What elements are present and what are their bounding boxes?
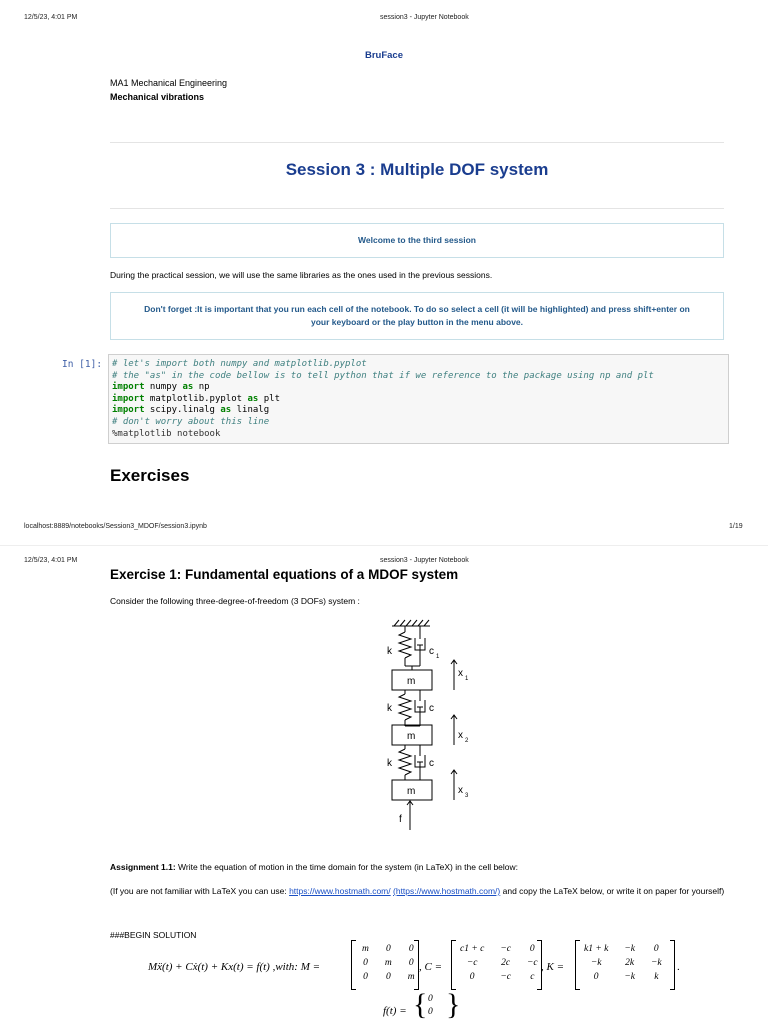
matrix-K: k1 + k −k 0 −k 2k −k 0 −k k xyxy=(584,944,662,982)
code-text: np xyxy=(193,382,210,393)
code-line: %matplotlib notebook xyxy=(112,428,221,439)
matrix-bracket xyxy=(670,940,675,990)
footer-page: 1/19 xyxy=(729,523,743,530)
equation-K-label: , K = xyxy=(541,961,565,973)
label-c2: c xyxy=(429,703,434,714)
session-title: Session 3 : Multiple DOF system xyxy=(285,160,549,179)
course-program: MA1 Mechanical Engineering xyxy=(110,78,228,88)
divider xyxy=(110,208,724,209)
page-separator xyxy=(0,545,768,546)
print-timestamp: 12/5/23, 4:01 PM xyxy=(24,14,78,21)
assignment-label: Assignment 1.1: xyxy=(110,862,176,872)
force-vector-brace: } xyxy=(446,988,461,1021)
exercises-heading: Exercises xyxy=(110,466,190,485)
code-line: # don't worry about this line xyxy=(112,416,270,427)
label-x1-sub: 1 xyxy=(465,676,469,682)
label-k3: k xyxy=(387,758,392,769)
label-c1: c xyxy=(429,646,434,657)
course-subject: Mechanical vibrations xyxy=(110,92,205,102)
code-text: linalg xyxy=(231,405,270,416)
code-keyword: import xyxy=(112,382,145,393)
hostmath-link-alt[interactable]: (https://www.hostmath.com/) xyxy=(393,886,501,896)
force-vector-label: f(t) = xyxy=(383,1005,407,1017)
matrix-M: m 0 0 0 m 0 0 0 m xyxy=(362,944,415,982)
mdof-system-diagram xyxy=(380,618,480,833)
brand-logo-text: BruFace xyxy=(364,50,403,61)
print-timestamp: 12/5/23, 4:01 PM xyxy=(24,557,78,564)
code-text: numpy xyxy=(144,382,183,393)
mass-2-label: m xyxy=(407,731,416,742)
solution-marker: ###BEGIN SOLUTION xyxy=(110,930,197,940)
force-vector-brace: { xyxy=(413,988,428,1021)
code-cell[interactable] xyxy=(108,354,729,444)
matrix-C: c1 + c −c 0 −c 2c −c 0 −c c xyxy=(460,944,538,982)
code-keyword: as xyxy=(182,382,194,393)
assignment-text: Write the equation of motion in the time domain for the system (in LaTeX) in the cell below: xyxy=(175,862,519,872)
equation-C-label: , C = xyxy=(419,961,443,973)
print-doc-title: session3 - Jupyter Notebook xyxy=(380,14,469,21)
hostmath-link[interactable]: https://www.hostmath.com/ xyxy=(289,886,391,896)
mass-1-label: m xyxy=(407,676,416,687)
cell-prompt: In [1]: xyxy=(62,359,103,370)
code-keyword: import xyxy=(112,405,145,416)
label-x3: x xyxy=(458,785,463,796)
code-text: scipy.linalg xyxy=(144,405,221,416)
label-k1: k xyxy=(387,646,392,657)
label-force: f xyxy=(399,814,402,825)
reminder-box: Don't forget :It is important that you run each cell of the notebook. To do so select a cell (it will be highlighted) and press shift+enter on your keyboard or the play button in the menu above. xyxy=(110,292,724,340)
label-c1-sub: 1 xyxy=(436,654,440,660)
footer-url: localhost:8889/notebooks/Session3_MDOF/session3.ipynb xyxy=(24,523,207,530)
intro-text: During the practical session, we will use the same libraries as the ones used in the previous sessions. xyxy=(110,270,493,280)
label-c3: c xyxy=(429,758,434,769)
code-text: matplotlib.pyplot xyxy=(144,393,248,404)
code-line: # let's import both numpy and matplotlib.pyplot xyxy=(112,359,367,369)
code-line: # the "as" in the code bellow is to tell python that if we reference to the package using np and plt xyxy=(112,370,654,381)
assignment-line xyxy=(110,862,518,872)
print-doc-title: session3 - Jupyter Notebook xyxy=(380,557,469,564)
equation-period: . xyxy=(677,961,680,973)
latex-help xyxy=(110,884,728,898)
code-keyword: as xyxy=(220,405,232,416)
exercise1-title: Exercise 1: Fundamental equations of a MDOF system xyxy=(110,567,459,582)
force-vector: 0 0 xyxy=(428,994,433,1017)
divider xyxy=(110,142,724,143)
code-keyword: as xyxy=(247,393,259,404)
label-x1: x xyxy=(458,668,463,679)
mass-3-label: m xyxy=(407,786,416,797)
exercise1-intro: Consider the following three-degree-of-freedom (3 DOFs) system : xyxy=(110,596,360,606)
label-x2: x xyxy=(458,730,463,741)
label-x3-sub: 3 xyxy=(465,793,469,799)
label-x2-sub: 2 xyxy=(465,738,469,744)
code-text: plt xyxy=(258,393,280,404)
latex-help-post: and copy the LaTeX below, or write it on paper for yourself) xyxy=(500,886,725,896)
equation-lhs: Mẍ(t) + Cẋ(t) + Kx(t) = f(t) ,with: M = xyxy=(148,961,321,973)
label-k2: k xyxy=(387,703,392,714)
welcome-box: Welcome to the third session xyxy=(110,223,724,258)
code-keyword: import xyxy=(112,393,145,404)
latex-help-pre: (If you are not familiar with LaTeX you can use: xyxy=(110,886,290,896)
